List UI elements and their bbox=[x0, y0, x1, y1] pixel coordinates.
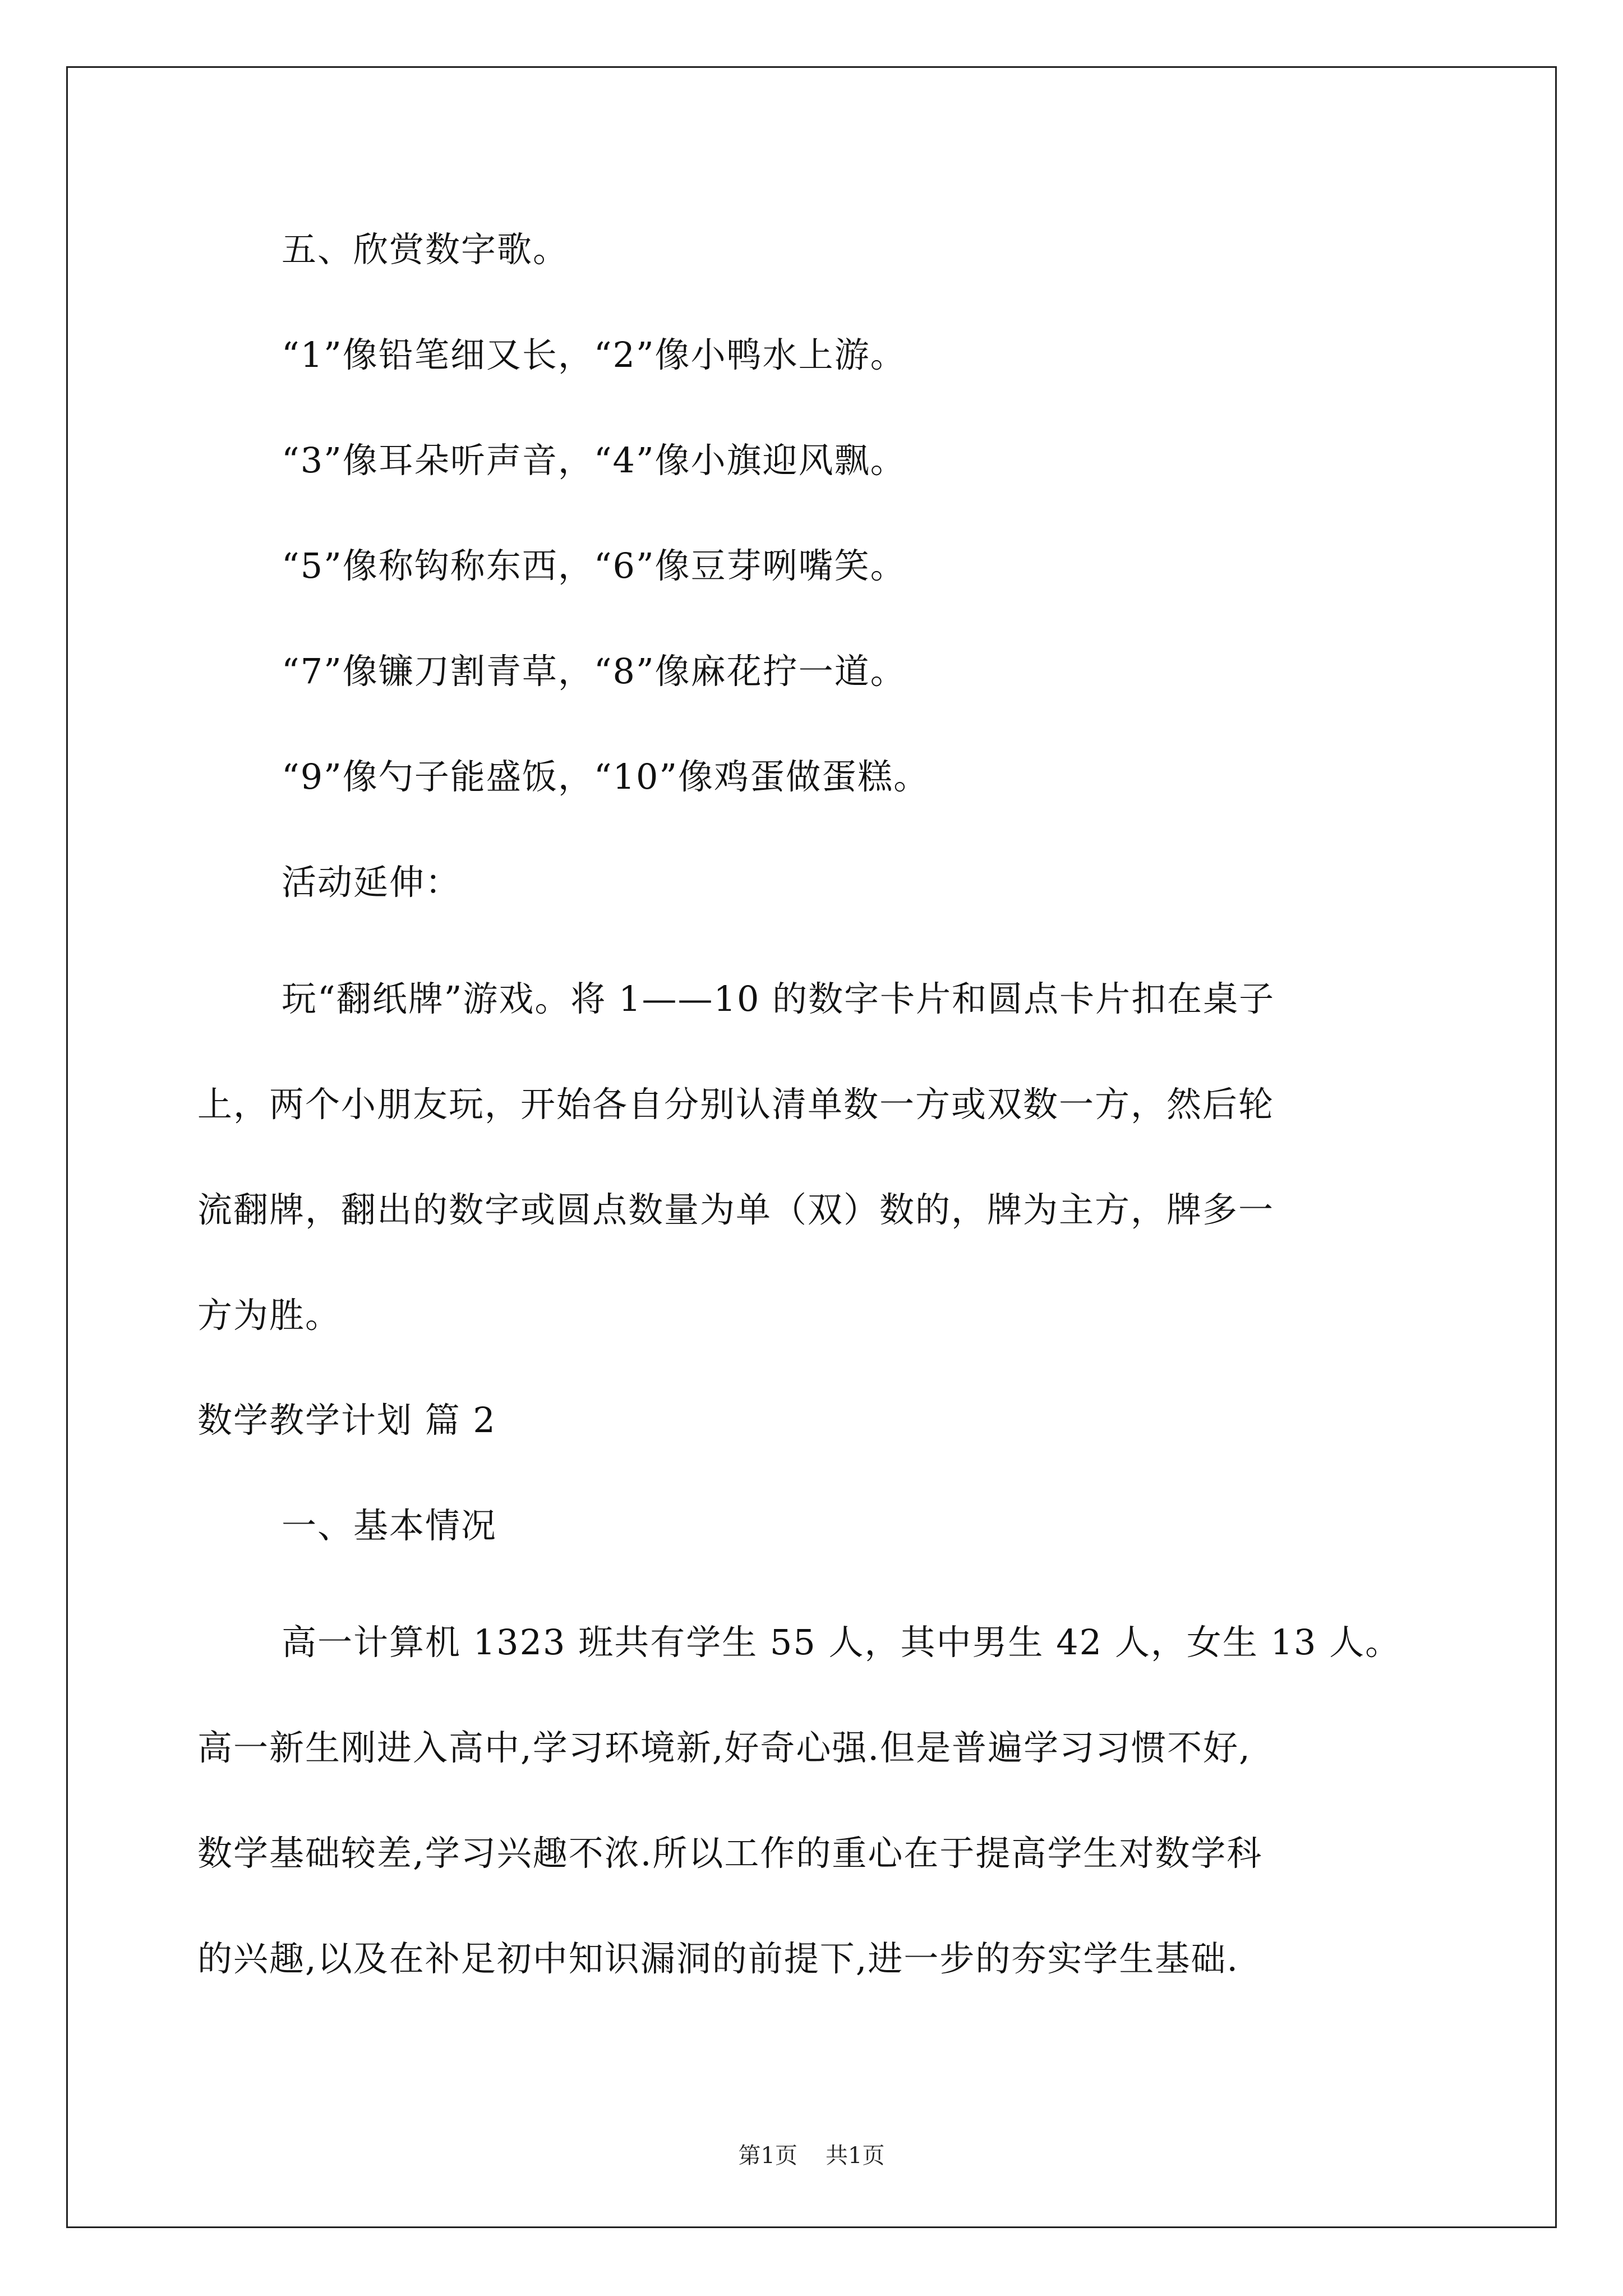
section-heading: 数学教学计划 篇 2 bbox=[197, 1400, 496, 1441]
text-line: “7”像镰刀割青草，“8”像麻花拧一道。 bbox=[282, 651, 906, 692]
text-line: 上，两个小朋友玩，开始各自分别认清单数一方或双数一方，然后轮 bbox=[197, 1084, 1275, 1125]
text-line: 高一计算机 1323 班共有学生 55 人，其中男生 42 人，女生 13 人。 bbox=[282, 1622, 1401, 1663]
text-line: 方为胜。 bbox=[197, 1295, 342, 1336]
text-line: “9”像勺子能盛饭，“10”像鸡蛋做蛋糕。 bbox=[282, 756, 930, 797]
text-line: 流翻牌，翻出的数字或圆点数量为单（双）数的，牌为主方，牌多一 bbox=[197, 1189, 1275, 1230]
page-border bbox=[66, 66, 1557, 2228]
text-line: 五、欣赏数字歌。 bbox=[282, 229, 569, 270]
text-line: 活动延伸： bbox=[282, 862, 462, 903]
page-number-current: 第1页 bbox=[738, 2143, 797, 2169]
text-line: 高一新生刚进入高中,学习环境新,好奇心强.但是普遍学习习惯不好, bbox=[197, 1727, 1251, 1768]
text-line: “5”像称钩称东西，“6”像豆芽咧嘴笑。 bbox=[282, 545, 906, 586]
text-line: “3”像耳朵听声音，“4”像小旗迎风飘。 bbox=[282, 440, 906, 481]
text-line: 的兴趣,以及在补足初中知识漏洞的前提下,进一步的夯实学生基础. bbox=[197, 1938, 1239, 1979]
page-footer bbox=[0, 2140, 1623, 2171]
page-number-total: 共1页 bbox=[826, 2143, 885, 2169]
subsection-heading: 一、基本情况 bbox=[282, 1505, 497, 1546]
text-line: “1”像铅笔细又长，“2”像小鸭水上游。 bbox=[282, 334, 906, 375]
text-line: 数学基础较差,学习兴趣不浓.所以工作的重心在于提高学生对数学科 bbox=[197, 1833, 1263, 1874]
text-line: 玩“翻纸牌”游戏。将 1——10 的数字卡片和圆点卡片扣在桌子 bbox=[282, 978, 1275, 1019]
